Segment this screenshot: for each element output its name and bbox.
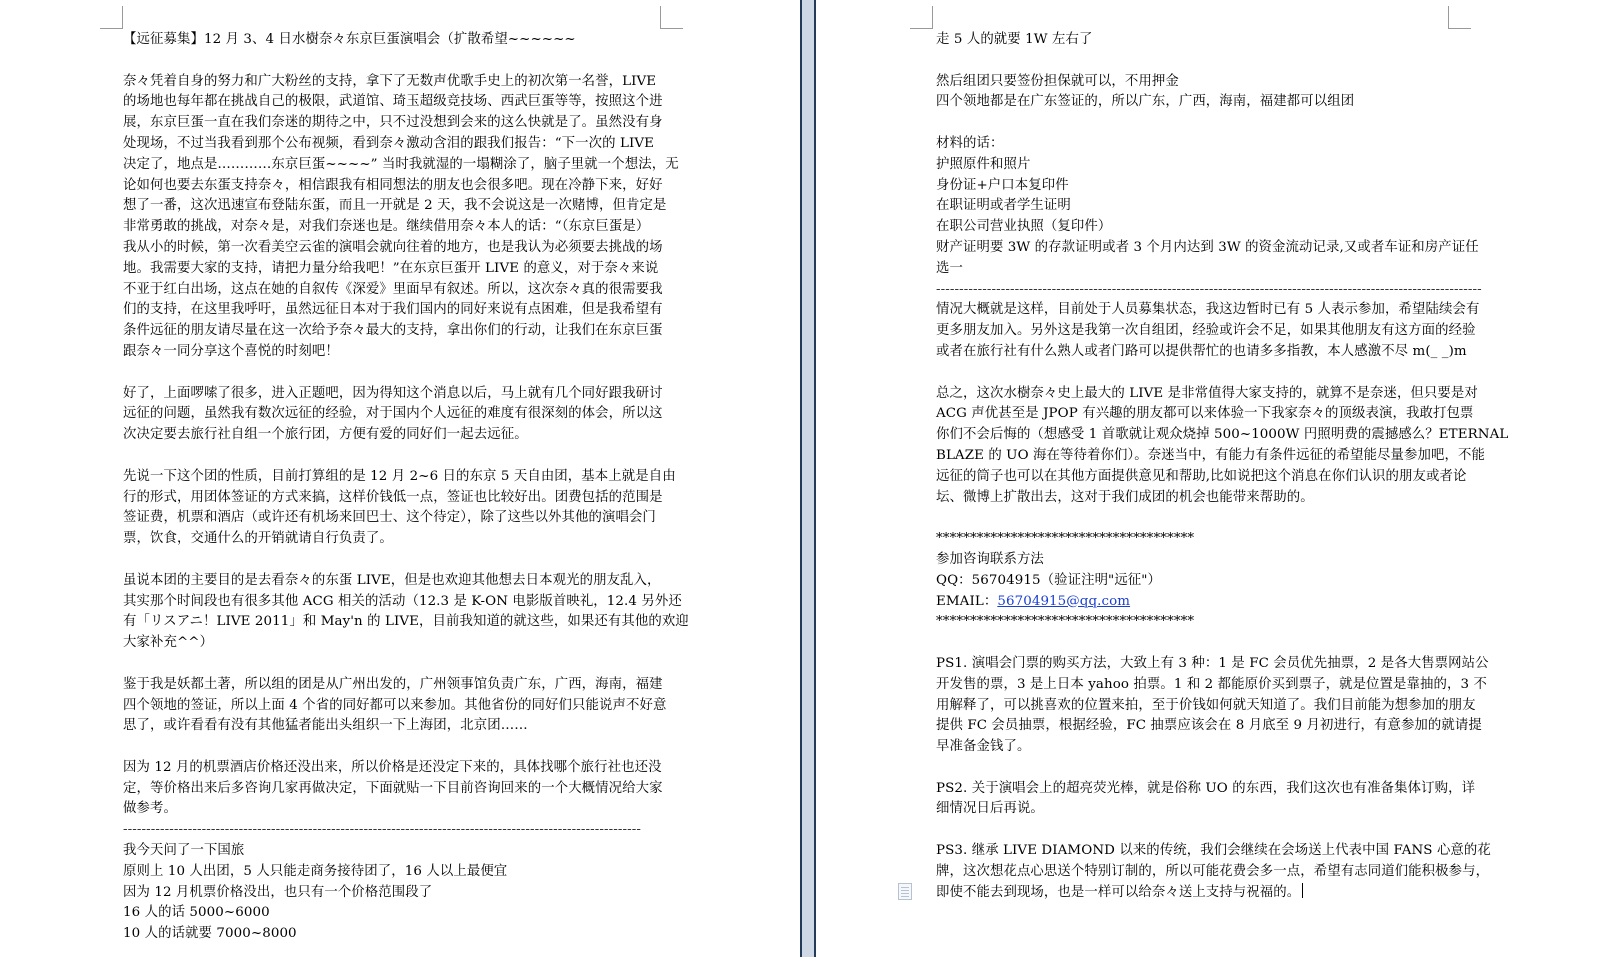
text-line: 材料的话： (936, 135, 1004, 151)
text-line: 早准备金钱了。 (936, 739, 1031, 755)
text-line: 总之，这次水樹奈々史上最大的 LIVE 是非常值得大家支持的，就算不是奈迷，但只要是对 (936, 385, 1478, 401)
text-line: 【远征募集】12 月 3、4 日水樹奈々东京巨蛋演唱会（扩散希望~~~~~~ (123, 32, 576, 47)
blank-line (936, 113, 1498, 134)
text-line: 身份证+户口本复印件 (936, 177, 1069, 193)
blank-line (123, 654, 678, 675)
blank-line (123, 550, 678, 571)
text-line: 好了，上面啰嗦了很多，进入正题吧，因为得知这个消息以后，马上就有几个同好跟我研讨 (123, 385, 663, 401)
blank-line (936, 633, 1498, 654)
text-line: 不亚于红白出场，这点在她的自叙传《深爱》里面早有叙述。所以，这次奈々真的很需要我 (123, 281, 663, 297)
text-line: 票，饮食，交通什么的开销就请自行负责了。 (123, 531, 393, 547)
text-line: 鉴于我是妖都土著，所以组的团是从广州出发的，广州领事馆负责广东，广西，海南，福建 (123, 676, 663, 692)
text-line: 即使不能去到现场，也是一样可以给奈々送上支持与祝福的。 (936, 883, 1498, 904)
text-line: 选一 (936, 260, 963, 276)
text-line: 非常勇敢的挑战，对奈々是，对我们奈迷也是。继续借用奈々本人的话：“（东京巨蛋是） (123, 219, 650, 235)
crop-mark-top-left (910, 6, 933, 29)
text-line: 或者在旅行社有什么熟人或者门路可以提供帮忙的也请多多指教，本人感激不尽 m(_ _)m (936, 343, 1467, 359)
text-line: 做参考。 (123, 801, 177, 817)
text-line: BLAZE 的 UO 海在等待着你们）。奈迷当中，有能力有条件远征的希望能尽量参加吧，不能 (936, 447, 1485, 463)
text-line: 条件远征的朋友请尽量在这一次给予奈々最大的支持，拿出你们的行动，让我们在东京巨蛋 (123, 323, 663, 339)
text-line: 16 人的话 5000~6000 (123, 905, 270, 921)
text-line: 远征的问题，虽然我有数次远征的经验，对于国内个人远征的难度有很深刻的体会，所以这 (123, 406, 663, 422)
text-line: 定，等价格出来后多咨询几家再做决定，下面就贴一下目前咨询回来的一个大概情况给大家 (123, 780, 663, 796)
blank-line (936, 758, 1498, 779)
text-line: 坛、微博上扩散出去，这对于我们成团的机会也能带来帮助的。 (936, 489, 1314, 505)
page-gutter (800, 0, 816, 957)
email-link[interactable]: 56704915@qq.com (997, 593, 1131, 609)
text-line: 提供 FC 会员抽票，根据经验，FC 抽票应该会在 8 月底至 9 月初进行，有意参加的就请提 (936, 718, 1482, 734)
document-page-right[interactable] (816, 0, 1613, 957)
blank-line (123, 363, 678, 384)
text-line: ************************************** (936, 531, 1195, 547)
blank-line (123, 446, 678, 467)
crop-mark-top-right (660, 6, 683, 29)
text-line: 处现场，不过当我看到那个公布视频，看到奈々激动含泪的跟我们报告：“下一次的 LIVE (123, 135, 654, 151)
text-line: QQ：56704915（验证注明"远征"） (936, 572, 1162, 588)
text-line: 更多朋友加入。另外这是我第一次自组团，经验或许会不足，如果其他朋友有这方面的经验 (936, 323, 1476, 339)
text-line: 思了，或许看看有没有其他猛者能出头组织一下上海团，北京团…… (123, 718, 528, 734)
text-line: 们的支持，在这里我呼吁，虽然远征日本对于我们国内的同好来说有点困难，但是我希望有 (123, 302, 663, 318)
text-cursor (1302, 883, 1303, 898)
right-text-block-1 (936, 30, 1509, 592)
paragraph-icon[interactable] (898, 883, 912, 900)
text-line: 走 5 人的就要 1W 左右了 (936, 32, 1093, 47)
text-line: 有「リスアニ！LIVE 2011」和 May'n 的 LIVE，目前我知道的就这些，如果还有其他的欢迎 (123, 614, 689, 630)
text-line: 原则上 10 人出团，5 人只能走商务接待团了，16 人以上最便宜 (123, 863, 508, 879)
email-line (936, 592, 1498, 613)
text-line: ACG 声优甚至是 JPOP 有兴趣的朋友都可以来体验一下我家奈々的顶级表演，我敢打包票 (936, 406, 1474, 422)
text-line: 决定了，地点是…………东京巨蛋~~~~” 当时我就湿的一塌糊涂了，脑子里就一个想法，无 (123, 156, 679, 172)
text-line: 行的形式，用团体签证的方式来搞，这样价钱低一点，签证也比较好出。团费包括的范围是 (123, 489, 663, 505)
text-line: PS2. 关于演唱会上的超亮荧光棒，就是俗称 UO 的东西，我们这次也有准备集体订购，详 (936, 780, 1476, 796)
blank-line (936, 363, 1498, 384)
text-line: 其实那个时间段也有很多其他 ACG 相关的活动（12.3 是 K-ON 电影版首映礼，12.4 另外还 (123, 593, 682, 609)
text-line: PS1. 演唱会门票的购买方法，大致上有 3 种：1 是 FC 会员优先抽票，2 是各大售票网站公 (936, 655, 1489, 671)
crop-mark-top-left (100, 6, 123, 29)
text-line: 10 人的话就要 7000~8000 (123, 926, 297, 942)
crop-mark-top-right (1448, 6, 1471, 29)
text-line: 次决定要去旅行社自组一个旅行团，方便有爱的同好们一起去远征。 (123, 427, 528, 443)
text-line: 因为 12 月的机票酒店价格还没出来，所以价格是还没定下来的，具体找哪个旅行社也还没 (123, 759, 662, 775)
text-line: 在职证明或者学生证明 (936, 198, 1071, 214)
text-line: 我从小的时候，第一次看美空云雀的演唱会就向往着的地方，也是我认为必须要去挑战的场 (123, 239, 663, 255)
text-line: 参加咨询联系方法 (936, 551, 1044, 567)
text-line: 跟奈々一同分享这个喜悦的时刻吧！ (123, 343, 339, 359)
blank-line (936, 508, 1498, 529)
text-line: 在职公司营业执照（复印件） (936, 219, 1112, 235)
text-line: 然后组团只要签份担保就可以，不用押金 (936, 73, 1179, 89)
right-text-block-2 (936, 612, 1498, 903)
text-line: 细情况日后再说。 (936, 801, 1044, 817)
text-line: 奈々凭着自身的努力和广大粉丝的支持，拿下了无数声优歌手史上的初次第一名誉，LIVE (123, 73, 657, 89)
text-line: 我今天问了一下国旅 (123, 843, 245, 859)
text-line: 牌，这次想花点心思送个特别订制的，所以可能花费会多一点，希望有志同道们能积极参与， (936, 863, 1490, 879)
email-label: EMAIL： (936, 593, 998, 609)
text-line: 开发售的票，3 是上日本 yahoo 拍票。1 和 2 都能原价买到票子，就是位置是靠抽的，3 不 (936, 676, 1487, 692)
blank-line (123, 51, 678, 72)
text-line: 四个领地的签证，所以上面 4 个省的同好都可以来参加。其他省份的同好们只能说声不好意 (123, 697, 667, 713)
text-line: 远征的筒子也可以在其他方面提供意见和帮助,比如说把这个消息在你们认识的朋友或者论 (936, 468, 1467, 484)
text-line: 大家补充^^） (123, 635, 214, 651)
blank-line (936, 820, 1498, 841)
text-line: PS3. 继承 LIVE DIAMOND 以来的传统，我们会继续在会场送上代表中国 FANS 心意的花 (936, 843, 1491, 859)
text-line: 的场地也每年都在挑战自己的极限，武道馆、琦玉超级竞技场、西武巨蛋等等，按照这个进 (123, 94, 663, 110)
blank-line (123, 737, 678, 758)
text-line: 财产证明要 3W 的存款证明或者 3 个月内达到 3W 的资金流动记录,又或者车证和房产证任 (936, 239, 1479, 255)
text-line: 想了一番，这次迅速宣布登陆东蛋，而且一开就是 2 天，我不会说这是一次赌博，但肯定是 (123, 198, 667, 214)
text-line: 地。我需要大家的支持，请把力量分给我吧！”在东京巨蛋开 LIVE 的意义，对于奈々来说 (123, 260, 659, 276)
text-line: 情况大概就是这样，目前处于人员募集状态，我这边暂时已有 5 人表示参加，希望陆续会有 (936, 302, 1480, 318)
text-line: 先说一下这个团的性质，目前打算组的是 12 月 2~6 日的东京 5 天自由团，基本上就是自由 (123, 468, 676, 484)
text-line: 签证费，机票和酒店（或许还有机场来回巴士、这个待定），除了这些以外其他的演唱会门 (123, 510, 656, 526)
text-line: 因为 12 月机票价格没出，也只有一个价格范围段了 (123, 884, 433, 900)
separator-line: ---------------------------------------------------------------------------------------------------------------------- (936, 281, 1482, 297)
text-line: 护照原件和照片 (936, 156, 1031, 172)
text-line: 论如何也要去东蛋支持奈々，相信跟我有相同想法的朋友也会很多吧。现在冷静下来，好好 (123, 177, 663, 193)
text-line: 虽说本团的主要目的是去看奈々的东蛋 LIVE，但是也欢迎其他想去日本观光的朋友乱入， (123, 572, 661, 588)
document-page-left[interactable] (0, 0, 800, 957)
text-line: ************************************** (936, 614, 1195, 630)
text-line: 四个领地都是在广东签证的，所以广东，广西，海南，福建都可以组团 (936, 94, 1355, 110)
text-line: 展，东京巨蛋一直在我们奈迷的期待之中，只不过没想到会来的这么快就是了。虽然没有身 (123, 115, 663, 131)
document-text-left[interactable] (123, 30, 689, 945)
text-line: 用解释了，可以挑喜欢的位置来拍，至于价钱如何就天知道了。我们目前能为想参加的朋友 (936, 697, 1476, 713)
text-line: 你们不会后悔的（想感受 1 首歌就让观众烧掉 500~1000W 円照明费的震撼感么？ETERNAL (936, 427, 1509, 443)
separator-line: ---------------------------------------------------------------------------------------------------------------- (123, 822, 641, 838)
document-text-right[interactable] (936, 30, 1509, 903)
blank-line (936, 51, 1498, 72)
